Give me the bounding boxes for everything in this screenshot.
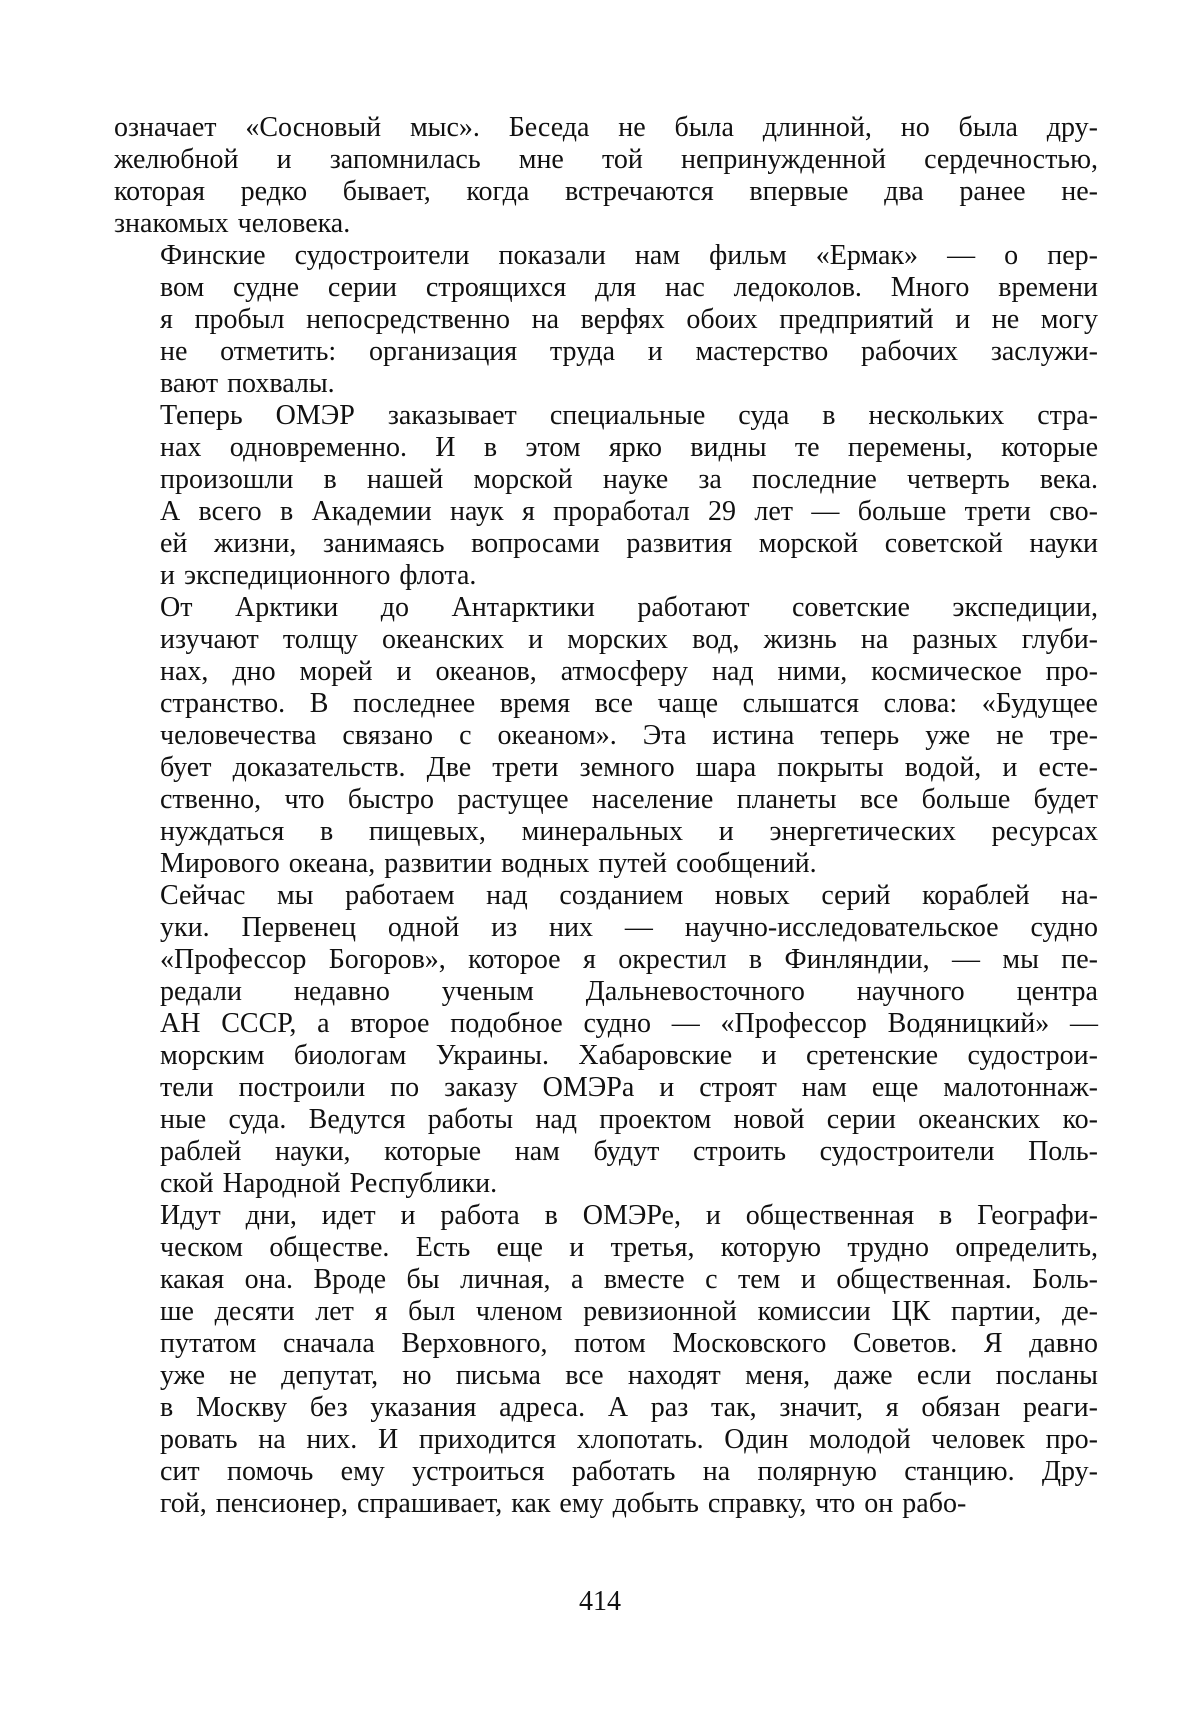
text-line: странство. В последнее время все чаще слышатся слова: «Будущее xyxy=(160,688,1098,719)
text-line: изучают толщу океанских и морских вод, жизнь на разных глуби- xyxy=(160,624,1098,655)
text-line: Идут дни, идет и работа в ОМЭРе, и общественная в Географи- xyxy=(160,1200,1098,1231)
text-line: не отметить: организация труда и мастерство рабочих заслужи- xyxy=(160,336,1098,367)
paragraph xyxy=(114,880,1098,1200)
text-line: ственно, что быстро растущее население планеты все больше будет xyxy=(160,784,1098,815)
text-line: сит помочь ему устроиться работать на полярную станцию. Дру- xyxy=(160,1456,1098,1487)
text-line: Мирового океана, развитии водных путей сообщений. xyxy=(160,848,817,879)
text-line: раблей науки, которые нам будут строить судостроители Поль- xyxy=(160,1136,1098,1167)
text-line: человечества связано с океаном». Эта истина теперь уже не тре- xyxy=(160,720,1098,751)
text-line: нуждаться в пищевых, минеральных и энергетических ресурсах xyxy=(160,816,1098,847)
text-line: А всего в Академии наук я проработал 29 лет — больше трети сво- xyxy=(160,496,1098,527)
text-line: редали недавно ученым Дальневосточного научного центра xyxy=(160,976,1098,1007)
text-line: означает «Сосновый мыс». Беседа не была длинной, но была дру- xyxy=(114,112,1098,143)
text-line: я пробыл непосредственно на верфях обоих предприятий и не могу xyxy=(160,304,1098,335)
text-line: уже не депутат, но письма все находят меня, даже если посланы xyxy=(160,1360,1098,1391)
text-line: уки. Первенец одной из них — научно-исследовательское судно xyxy=(160,912,1098,943)
text-line: ровать на них. И приходится хлопотать. Один молодой человек про- xyxy=(160,1424,1098,1455)
text-line: Теперь ОМЭР заказывает специальные суда в нескольких стра- xyxy=(160,400,1098,431)
text-line: которая редко бывает, когда встречаются впервые два ранее не- xyxy=(114,176,1098,207)
page-number: 414 xyxy=(579,1586,621,1617)
text-line: какая она. Вроде бы личная, а вместе с тем и общественная. Боль- xyxy=(160,1264,1098,1295)
text-line: «Профессор Богоров», которое я окрестил в Финляндии, — мы пе- xyxy=(160,944,1098,975)
text-line: произошли в нашей морской науке за последние четверть века. xyxy=(160,464,1098,495)
text-line: морским биологам Украины. Хабаровские и сретенские судострои- xyxy=(160,1040,1098,1071)
text-line: желюбной и запомнилась мне той непринужденной сердечностью, xyxy=(114,144,1098,175)
text-line: бует доказательств. Две трети земного шара покрыты водой, и есте- xyxy=(160,752,1098,783)
paragraph xyxy=(114,1200,1098,1520)
text-line: вом судне серии строящихся для нас ледоколов. Много времени xyxy=(160,272,1098,303)
text-line: ше десяти лет я был членом ревизионной комиссии ЦК партии, де- xyxy=(160,1296,1098,1327)
text-line: Финские судостроители показали нам фильм «Ермак» — о пер- xyxy=(160,240,1098,271)
text-line: знакомых человека. xyxy=(114,208,351,239)
text-line: нах, дно морей и океанов, атмосферу над ними, космическое про- xyxy=(160,656,1098,687)
text-line: ные суда. Ведутся работы над проектом новой серии океанских ко- xyxy=(160,1104,1098,1135)
text-line: АН СССР, а второе подобное судно — «Профессор Водяницкий» — xyxy=(160,1008,1098,1039)
text-line: От Арктики до Антарктики работают советские экспедиции, xyxy=(160,592,1098,623)
text-line: Сейчас мы работаем над созданием новых серий кораблей на- xyxy=(160,880,1098,911)
text-line: в Москву без указания адреса. А раз так, значит, я обязан реаги- xyxy=(160,1392,1098,1423)
paragraph xyxy=(114,400,1098,592)
paragraph xyxy=(114,240,1098,400)
text-line: ей жизни, занимаясь вопросами развития морской советской науки xyxy=(160,528,1098,559)
body-text xyxy=(114,112,1098,1520)
paragraph xyxy=(114,112,1098,240)
text-line: ской Народной Республики. xyxy=(160,1168,498,1199)
text-line: нах одновременно. И в этом ярко видны те перемены, которые xyxy=(160,432,1098,463)
text-line: тели построили по заказу ОМЭРа и строят нам еще малотоннаж- xyxy=(160,1072,1098,1103)
text-line: гой, пенсионер, спрашивает, как ему добыть справку, что он рабо- xyxy=(160,1488,967,1519)
paragraph xyxy=(114,592,1098,880)
text-line: и экспедиционного флота. xyxy=(160,560,477,591)
text-line: ческом обществе. Есть еще и третья, которую трудно определить, xyxy=(160,1232,1098,1263)
text-line: путатом сначала Верховного, потом Московского Советов. Я давно xyxy=(160,1328,1098,1359)
text-line: вают похвалы. xyxy=(160,368,335,399)
